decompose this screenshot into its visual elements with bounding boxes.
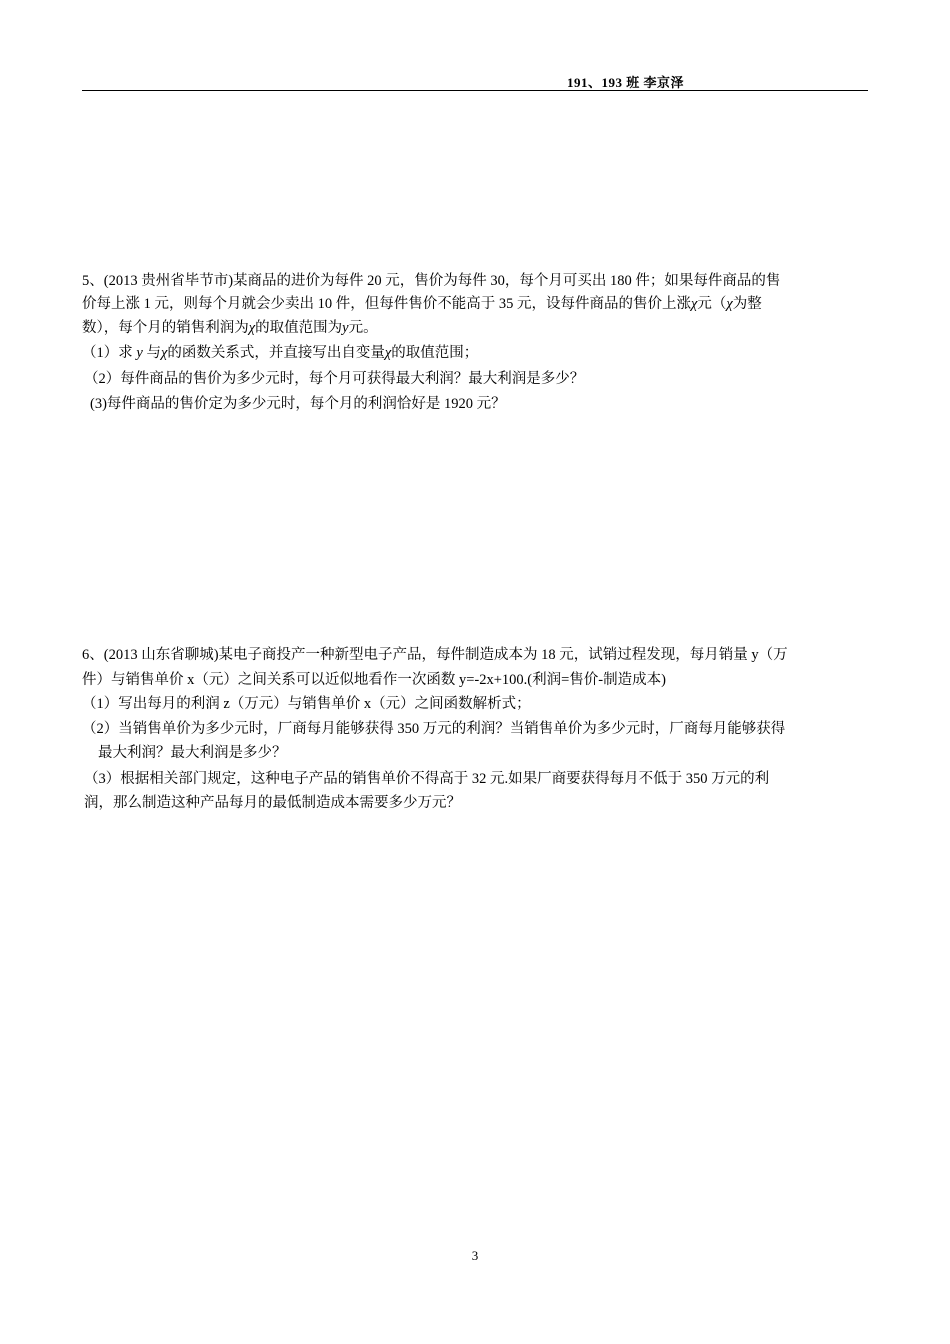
q5-line-3-text-a: 数），每个月的销售利润为 [82, 320, 249, 336]
q5-line-2-text-c: 为整 [732, 296, 762, 312]
q6-line-2: 件）与销售单价 x（元）之间关系可以近似地看作一次函数 y=-2x+100.(利润=售价-制造成本) [82, 672, 666, 688]
page-number: 3 [471, 1248, 479, 1263]
q6-line-1: 6、(2013 山东省聊城)某电子商投产一种新型电子产品，每件制造成本为 18 元，试销过程发现，每月销量 y（万 [82, 647, 788, 663]
q5-part-1-text-c: 的函数关系式，并直接写出自变量 [167, 345, 385, 361]
q6-part-2-line-1: （2）当销售单价为多少元时，厂商每月能够获得 350 万元的利润？当销售单价为多少元时，厂商每月能够获得 [82, 721, 786, 737]
q5-part-3: (3)每件商品的售价定为多少元时，每个月的利润恰好是 1920 元？ [90, 396, 506, 412]
q5-var-x: χ [726, 296, 733, 312]
q6-part-3-line-1: （3）根据相关部门规定，这种电子产品的销售单价不得高于 32 元.如果厂商要获得每月不低于 350 万元的利 [84, 771, 770, 787]
q5-part-1-text-a: （1）求 [82, 345, 137, 361]
q5-line-3 [82, 318, 378, 338]
q5-part-2: （2）每件商品的售价为多少元时，每个月可获得最大利润？最大利润是多少？ [84, 371, 585, 387]
q6-part-1: （1）写出每月的利润 z（万元）与销售单价 x（元）之间函数解析式； [82, 696, 531, 712]
q5-var-y: y [136, 345, 143, 361]
q5-var-x: χ [160, 345, 168, 361]
q5-line-3-text-b: 的取值范围为 [255, 320, 343, 336]
q5-line-2 [82, 294, 762, 314]
q5-part-1-text-b: 与 [142, 345, 161, 361]
q5-part-1-text-d: 的取值范围； [391, 345, 479, 361]
q6-part-2-line-2: 最大利润？最大利润是多少？ [98, 745, 287, 761]
q5-line-3-text-c: 元。 [348, 320, 378, 336]
q5-var-x: χ [384, 345, 392, 361]
q5-line-1: 5、(2013 贵州省毕节市)某商品的进价为每件 20 元，售价为每件 30，每个月可买出 180 件；如果每件商品的售 [82, 273, 781, 289]
q5-var-x: χ [248, 320, 256, 336]
page-header-rule [82, 70, 868, 91]
header-class-author: 191、193 班 李京泽 [567, 75, 685, 90]
q5-line-2-text-b: 元（ [697, 296, 727, 312]
q6-part-3-line-2: 润，那么制造这种产品每月的最低制造成本需要多少万元？ [84, 795, 461, 811]
q5-line-2-text-a: 价每上涨 1 元，则每个月就会少卖出 10 件，但每件售价不能高于 35 元，设每件商品的售价上涨 [82, 296, 691, 312]
q5-var-y: y [342, 320, 349, 336]
q5-var-x: χ [691, 296, 698, 312]
q5-part-1 [82, 343, 478, 363]
